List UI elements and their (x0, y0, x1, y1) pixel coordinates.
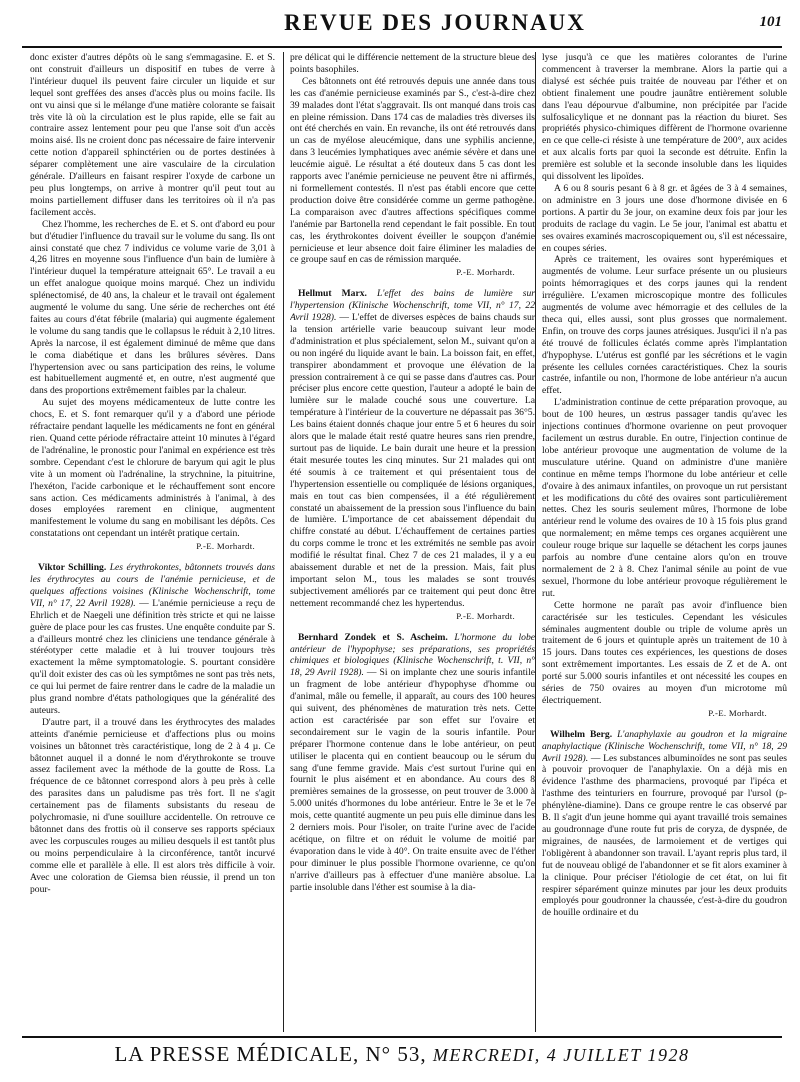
article-heading (30, 562, 275, 717)
article-title: Les érythrokontes, bâtonnets trouvés dans les érythrocytes au cours de l'anémie pernicieuse, et de quelques affections voisines (30, 562, 275, 597)
column-right (542, 52, 787, 1032)
article-author: Wilhelm Berg. (550, 728, 613, 740)
column-divider-2 (535, 52, 536, 1032)
article-signature: P.-E. Morhardt. (456, 267, 515, 278)
page-number: 101 (759, 14, 782, 30)
article-text: — Les substances albuminoïdes ne sont pas seules à pouvoir provoquer de l'anaphylaxie. On a déjà mis en évidence l'asthme des pharmaciens, provoqué par l'ipéca et l'asthme des teinturiers en fourrure, provoqué par l'ursol (p-phénylène-diamine). Dans ce groupe rentre le cas observé par B. Il s'agit d'un jeune homme qui ayant travaillé trois semaines au goudronnage d'une route fut pris de coryza, de dyspnée, de migraines, de nausées, de larmoiement et de vertiges qui l'obligèrent à abandonner son travail. L'ayant repris plus tard, il fut de nouveau obligé de l'abandonner et se fit alors examiner à la clinique. Pour préciser l'étiologie de cet état, on lui fit respirer séparément quinze minutes par jour les deux produits employés pour goudronner la chaussée, c'est-à-dire du goudron de houille ordinaire et du (542, 752, 787, 919)
article-source: (Klinische Wochenschrift, tome VII, n° 18, 29 Avril 1928). (542, 740, 787, 764)
footer-rule (22, 1036, 782, 1038)
article-text: — Si on implante chez une souris infantile un fragment de lobe antérieur d'hypophyse d'homme ou d'animal, mâle ou femelle, il apparaît, au cours des 100 heures qui suivent, des phénomènes de maturation très nets. Cette action est caractérisée par son effet sur l'ovaire et secondairement sur le vagin de la souris infantile. Pour préparer l'hormone contenue dans le lobe antérieur, on peut utiliser le placenta qui en contient beaucoup ou le sérum du sang d'une femme gravide. Mais c'est surtout l'urine qui en fournit le plus aisément et en abondance. Au cours des 8 premières semaines de la grossesse, on peut trouver de 3.000 à 5.000 unités d'hormones du lobe antérieur. Entre le 3e et le 7e mois, cette quantité augmente un peu puis elle diminue dans les 2 derniers mois. Pour l'isoler, on traite l'urine avec de l'acide acétique, on filtre et on réduit le volume de moitié par évaporation dans le vide à 40°. On traite ensuite avec de l'éther pour diminuer le plus possible l'hormone ovarienne, ce qu'on n'arrive d'ailleurs pas à effectuer d'une manière absolue. La partie insoluble dans l'éther est soumise à la dia- (290, 667, 535, 893)
article-signature: P.-E. Morhardt. (708, 707, 767, 718)
article-title: L'effet des bains de lumière sur l'hypertension (290, 288, 535, 312)
article-author: Bernhard Zondek et S. Ascheim. (298, 631, 448, 643)
article-signature: P.-E. Morhardt. (456, 610, 515, 621)
paragraph: Après ce traitement, les ovaires sont hyperémiques et augmentés de volume. Leur surface présente un ou plusieurs points hémorragiques et des corps jaunes qui la rendent irrégulière. L'examen microscopique montre des follicules augmentés de volume avec hémorragie et des cellules de la theca qui, elles aussi, sont plus grosses que normalement. Enfin, on trouve des corps jaunes atrésiques. Jusqu'ici il n'a pas été trouvé de follicules éclatés comme après l'implantation d'hypophyse. L'utérus est gonflé par les sécrétions et le vagin présente les cellules cornées caractéristiques. Chez la souris castrée, infantile ou non, l'hormone de lobe antérieur n'a aucun effet. (542, 254, 787, 397)
footer-date: MERCREDI, 4 JUILLET 1928 (432, 1045, 690, 1065)
paragraph: L'administration continue de cette préparation provoque, au bout de 100 heures, un œstrus passager tandis qu'avec les injections continues d'hormone ovarienne on peut provoquer facilement un œstrus durable. En outre, l'injection continue de lobe antérieur provoque une augmentation de volume de la musculature utérine. Quand on administre d'une manière continue en même temps l'hormone du lobe antérieur et celle d'ovaire à des animaux infantiles, on provoque un rut persistant et les modifications du côté des ovaires sont particulièrement nettes. Chez les souris seulement mûres, l'hormone de lobe antérieur rend le volume des ovaires de 10 à 15 fois plus grand que normalement; en même temps ces organes acquièrent une couleur rouge brique sur laquelle se détachent les corps jaunes parfois au nombre d'une centaine alors qu'on en trouve normalement de 2 à 8. Chez l'animal sénile au point de vue sexuel, l'hormone du lobe antérieur provoque régulièrement le rut. (542, 397, 787, 599)
paragraph: pre délicat qui le différencie nettement de la structure bleue des points basophiles. (290, 52, 535, 75)
page-header (86, 10, 784, 44)
paragraph: Ces bâtonnets ont été retrouvés depuis une année dans tous les cas d'anémie pernicieuse examinés par S., c'est-à-dire chez 39 malades dont l'état s'aggravait. Ils ont manqué dans trois cas en pleine rémission. Dans 174 cas de maladies très diverses ils ont été cherchés en vain. En revanche, ils ont été retrouvés dans un cas de myélose aleucémique, dans une syphilis ancienne, dans 3 leucémies lymphatiques avec anémie sévère et dans une leucémie aiguë. Le résultat a été douteux dans 5 cas dont les rapports avec l'anémie pernicieuse ne peuvent être ni affirmés, ni formellement contestés. Il n'est pas établi encore que cette production doive être considérée comme un germe pathogène. La comparaison avec d'autres affections spécifiques comme l'anémie par Bartonella rend cependant le fait possible. En tout cas, les érythrokontes doivent éveiller le soupçon d'anémie pernicieuse et leur absence doit faire éliminer les maladies de ce groupe sauf en cas de rémission marquée. (290, 75, 535, 266)
article-author: Viktor Schilling. (38, 562, 107, 574)
header-rule (22, 46, 782, 48)
article-heading (290, 288, 535, 609)
column-middle (290, 52, 535, 1032)
paragraph: donc exister d'autres dépôts où le sang s'emmagasine. E. et S. ont construit d'ailleurs un dispositif en tubes de verre à l'intérieur duquel ils peuvent faire circuler un liquide et sur lequel sont greffées des anses d'accès plus ou moins facile. Ils ont vu ainsi que si le mélange d'une matière colorante se faisait très vite là où la circulation est le plus rapide, elle se fait au contraire assez lentement pour peu que l'anse soit d'un accès moins aisé. Ils ne croient donc pas nécessaire de faire intervenir cette notion d'appareil sphinctérien ou de portes destinées à séparer complètement une aire vasculaire de la circulation générale. D'ailleurs en faisant respirer l'oxyde de carbone un peu plus longtemps, on arrive à montrer qu'il peut tout au moins partiellement diffuser dans les territoires où il n'a pas facilement accès. (30, 52, 275, 218)
article-title: L'hormone du lobe antérieur de l'hypophyse; ses préparations, ses propriétés chimiques et biologiques (290, 631, 535, 667)
article-heading (290, 632, 535, 894)
article-source: (Klinische Wochenschrift, t. VII, n° 18, 29 Avril 1928). (290, 655, 535, 679)
column-divider-1 (283, 52, 284, 1032)
paragraph: A 6 ou 8 souris pesant 6 à 8 gr. et âgées de 3 à 4 semaines, on administre en 3 jours une dose d'hormone divisée en 6 portions. A partir du 3e jour, on examine deux fois par jour les produits de raclage du vagin. Le 5e jour, l'animal est abattu et ses ovaires examinés macroscopiquement ou, s'il est nécessaire, en coupes séries. (542, 182, 787, 254)
paragraph: lyse jusqu'à ce que les matières colorantes de l'urine commencent à traverser la membrane. Alors la partie qui a dialysé est séchée puis traitée de nouveau par l'éther et on obtient finalement une poudre jaunâtre entièrement soluble dans l'eau dépourvue d'albumine, non précipitée par l'acide sulfosalicylique et ne donnant pas la réaction du biuret. Ses propriétés physico-chimiques diffèrent de l'hormone ovarienne en ce que celle-ci résiste à une température de 200°, aux acides et aux alcalis forts par quoi la seconde est détruite. Enfin la première est soluble et la seconde insoluble dans les liquides qui dissolvent les lipoïdes. (542, 52, 787, 183)
paragraph: D'autre part, il a trouvé dans les érythrocytes des malades atteints d'anémie pernicieuse et d'affections plus ou moins voisines un bâtonnet très caractéristique, long de 2 à 4 µ. Ce bâtonnet auquel il a donné le nom d'érythrokonte se trouve assez facilement avec la méthode de la goutte de Ross. La fréquence de ce bâtonnet correspond alors à peu près à celle des parasites dans un paludisme pas très fort. Il ne s'agit certainement pas de filaments subsistants du reseau de polychromasie, ni d'une souillure accidentelle. On retrouve ce bâtonnet dans des frottis où il conserve ses rapports spéciaux avec les corpuscules rouges au milieu desquels il est tantôt plus ou moins perpendiculaire à la circonférence, tantôt incurvé comme elle et parallèle à elle. Il est alors très difficile à voir. Avec une coloration de Giemsa bien réussie, il prend un ton pour- (30, 716, 275, 895)
article-source: (Klinische Wochenschrift, tome VII, n° 17, 22 Avril 1928). (290, 300, 535, 324)
article-signature: P.-E. Morhardt. (196, 541, 255, 552)
page-title: REVUE DES JOURNAUX (284, 10, 586, 35)
article-heading (542, 729, 787, 920)
paragraph: Au sujet des moyens médicamenteux de lutte contre les chocs, E. et S. font remarquer qu'il y a d'abord une période réfractaire pendant laquelle les médicaments ne font en général rien. Quand cette période réfractaire atteint 10 minutes à l'égard de l'adrénaline, le pronostic pour l'animal en expérience est très sombre. Cependant c'est le chlorure de baryum qui agit le plus vite à un moment où l'adrénaline, la strychnine, la pituitrine, l'hexéton, l'acide carbonique et le réchauffement sont encore sans action. Ces médicaments administrés à l'animal, à des doses employées rarement en clinique, augmentent manifestement le volume du sang en mobilisant les dépôts. Ces constatations ont cependant un intérêt pratique certain. (30, 397, 275, 540)
article-source: (Klinische Wochenschrift, tome VII, n° 17, 22 Avril 1928). (30, 585, 275, 609)
paragraph: Chez l'homme, les recherches de E. et S. ont d'abord eu pour but d'étudier l'influence du travail sur le volume du sang. Ils ont ainsi constaté que chez 7 individus ce volume varie de 3,01 à 4,26 litres en moyenne sous l'influence d'un bain de lumière à l'intérieur duquel la température atteignait 65°. Le travail a eu un effet analogue quoique moins marqué. Chez un individu splénectomisé, de 40 ans, la chaleur et le travail ont également augmenté le volume du sang. Une série de recherches ont été faites au cours d'état fébrile (malaria) qui augmente également le volume du sang tandis que le collapsus le réduit à 2,10 litres. Après la narcose, il est également diminué de même que dans le coma diabétique et dans les brûlures sévères. Dans l'hypertension avec ou sans participation des reins, le volume est habituellement augmenté et, en outre, n'est augmenté que dans des proportions extrêmement faibles par la chaleur. (30, 218, 275, 397)
article-text: — L'anémie pernicieuse a reçu de Ehrlich et de Naegeli une définition très stricte et qui ne laisse guère de place pour les cas frustes. Une enquête conduite par S. a d'ailleurs montré chez les cliniciens une tendance générale à stéréotyper cette maladie et à lui trouver toujours très exactement la même symptomatologie. S. pourtant considère qu'il doit exister des cas où les symptômes ne sont pas très nets, ce qui lui permet de faire rentrer dans le cadre de la maladie un plus grand nombre d'états pathologiques que la généralité des auteurs. (30, 597, 275, 716)
article-title: L'anaphylaxie au goudron et la migraine anaphylactique (542, 728, 787, 752)
footer-journal: LA PRESSE MÉDICALE, N° 53, (114, 1042, 427, 1066)
article-author: Hellmut Marx. (298, 288, 367, 300)
article-text: — L'effet de diverses espèces de bains chauds sur la tension artérielle varie beaucoup suivant leur mode d'administration et plus spécialement, selon M., suivant qu'on a ou non ingéré du liquide avant le bain. La boisson fait, en effet, transpirer abondamment et provoque une élévation de la pression contrairement à ce qui se passe dans d'autres cas. Pour préciser plus encore cette question, l'auteur a adopté le bain de lumière sur le malade couché sous une couverture. La température à l'intérieur de la couverture ne dépassait pas 36°5. Les bains étaient donnés chaque jour entre 5 et 6 heures du soir alors que le malade était resté quatre heures sans rien prendre, surtout pas de liquide. Le bain durait une heure et la pression était mesurée toutes les cinq minutes. Sur 21 malades qui ont été soumis à ce traitement et qui présentaient tous de l'hypertension essentielle ou compliquée de lésions organiques, mais en tout cas bien compensées, il a été régulièrement constaté un abaissement de la pression sous l'influence du bain de lumière. L'importance de cet abaissement dépendait du chiffre constaté au début. L'échauffement de certaines parties du corps comme le tronc et les extrémités ne semble pas avoir modifié le résultat final. Chez 7 de ces 21 malades, il y a eu abaissement durable et net de la pression. Mais, fait plus important selon M., tous les malades se sont trouvés subjectivement améliorés par ce traitement qui peut donc être nettement recommandé chez les hypertendus. (290, 312, 535, 609)
paragraph: Cette hormone ne paraît pas avoir d'influence bien caractérisée sur les testicules. Cependant les vésicules séminales augmentent double ou triple de volume après un traitement de 6 jours et quintuple après un traitement de 10 à 15 jours. Dans toutes ces expériences, les questions de doses sont extrêmement importantes. Les essais de Z et de A. ont porté sur 5.000 souris infantiles et ont nécessité les coupes en séries de 750 ovaires au moyen d'un microtome mû électriquement. (542, 599, 787, 706)
column-left (30, 52, 275, 1032)
page-footer (22, 1042, 782, 1072)
